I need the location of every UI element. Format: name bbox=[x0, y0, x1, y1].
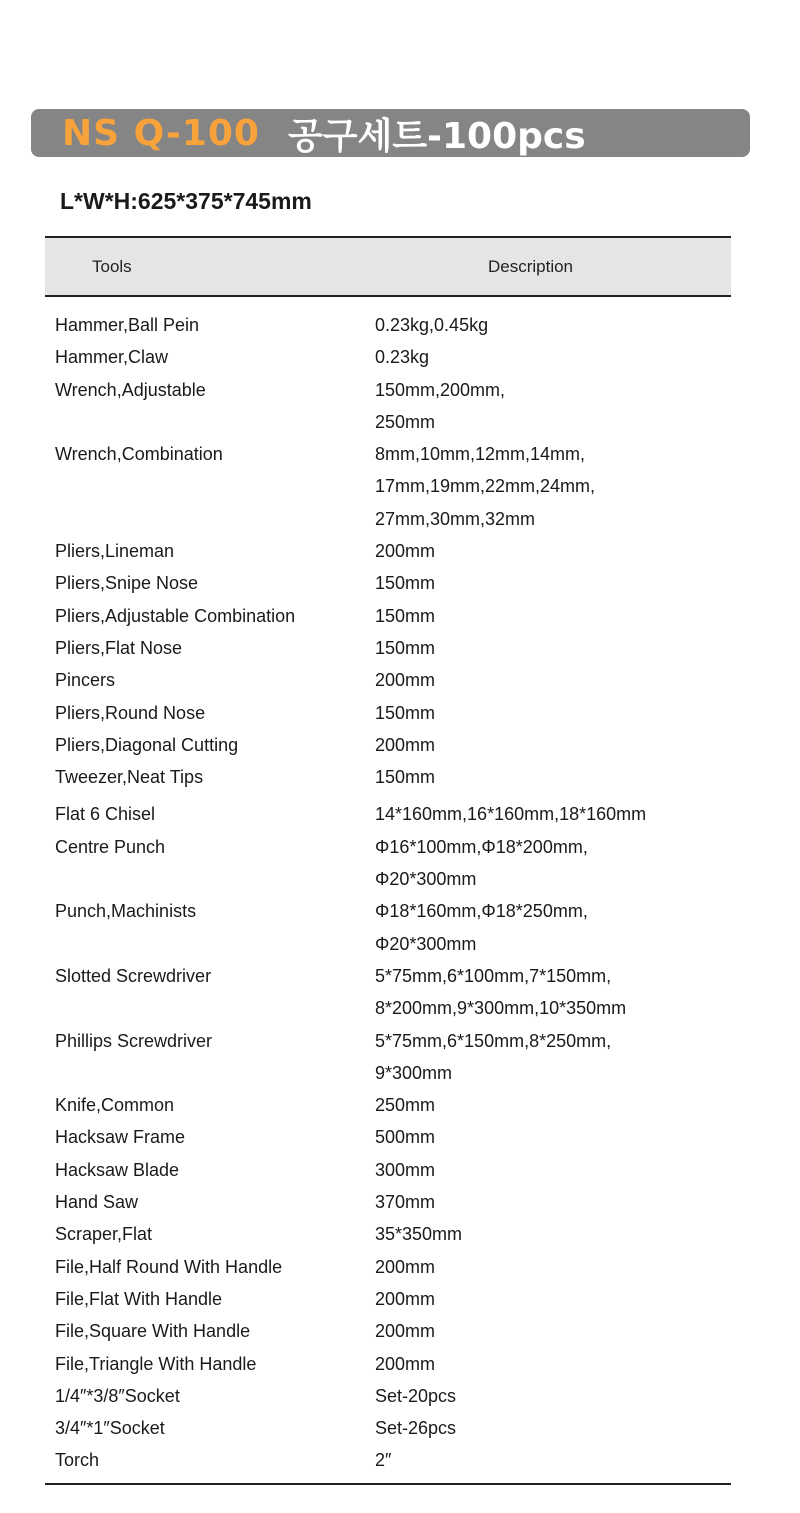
tool-name: Knife,Common bbox=[55, 1095, 175, 1116]
table-row bbox=[45, 1283, 731, 1315]
table-row bbox=[45, 697, 731, 729]
description-line: 300mm bbox=[375, 1159, 436, 1180]
table-row bbox=[45, 535, 731, 567]
description-line: Φ18*160mm,Φ18*250mm, bbox=[375, 901, 588, 922]
description-line: 8*200mm,9*300mm,10*350mm bbox=[375, 998, 627, 1019]
table-row bbox=[45, 729, 731, 761]
tool-description bbox=[365, 895, 731, 960]
table-row bbox=[45, 309, 731, 341]
description-line: 200mm bbox=[375, 541, 436, 562]
description-line: 5*75mm,6*150mm,8*250mm, bbox=[375, 1030, 612, 1051]
tool-name: File,Square With Handle bbox=[55, 1321, 251, 1342]
tool-description bbox=[365, 729, 731, 761]
tool-name: Wrench,Adjustable bbox=[55, 379, 206, 400]
tool-description bbox=[365, 1025, 731, 1090]
tool-name: Centre Punch bbox=[55, 836, 166, 857]
description-line: 150mm bbox=[375, 767, 436, 788]
description-line: Φ16*100mm,Φ18*200mm, bbox=[375, 836, 588, 857]
tool-name: Pliers,Adjustable Combination bbox=[55, 605, 296, 626]
table-row bbox=[45, 1315, 731, 1347]
product-name: 공구세트-100pcs bbox=[287, 115, 586, 157]
description-line: Φ20*300mm bbox=[375, 933, 477, 954]
column-header-tools: Tools bbox=[92, 256, 132, 276]
tool-name: 1/4″*3/8″Socket bbox=[55, 1385, 180, 1406]
tool-name: Punch,Machinists bbox=[55, 901, 197, 922]
tool-description bbox=[365, 567, 731, 599]
tool-name: Slotted Screwdriver bbox=[55, 965, 212, 986]
table-row bbox=[45, 1444, 731, 1476]
table-row bbox=[45, 341, 731, 373]
tool-description bbox=[365, 1251, 731, 1283]
tool-description bbox=[365, 600, 731, 632]
tool-description bbox=[365, 1412, 731, 1444]
tool-description bbox=[365, 1315, 731, 1347]
tool-name: Flat 6 Chisel bbox=[55, 804, 156, 825]
description-line: 9*300mm bbox=[375, 1062, 453, 1083]
table-row bbox=[45, 1218, 731, 1250]
description-line: 370mm bbox=[375, 1192, 436, 1213]
table-row bbox=[45, 798, 731, 830]
table-row bbox=[45, 1412, 731, 1444]
table-row bbox=[45, 1380, 731, 1412]
description-line: 17mm,19mm,22mm,24mm, bbox=[375, 476, 596, 497]
tool-name: File,Half Round With Handle bbox=[55, 1256, 283, 1277]
title-bar bbox=[31, 109, 750, 157]
table-row bbox=[45, 1348, 731, 1380]
description-line: 200mm bbox=[375, 670, 436, 691]
tool-name: Hand Saw bbox=[55, 1192, 139, 1213]
table-row bbox=[45, 1121, 731, 1153]
tool-name: Pliers,Snipe Nose bbox=[55, 573, 199, 594]
tool-description bbox=[365, 1121, 731, 1153]
table-bottom-rule bbox=[45, 1483, 731, 1485]
description-line: 200mm bbox=[375, 734, 436, 755]
tool-name: File,Flat With Handle bbox=[55, 1288, 223, 1309]
tool-description bbox=[365, 960, 731, 1025]
table-row bbox=[45, 567, 731, 599]
table-row bbox=[45, 895, 731, 960]
table-row bbox=[45, 374, 731, 439]
tool-name: Phillips Screwdriver bbox=[55, 1030, 213, 1051]
description-line: 14*160mm,16*160mm,18*160mm bbox=[375, 804, 647, 825]
table-row bbox=[45, 664, 731, 696]
tool-description bbox=[365, 1283, 731, 1315]
description-line: 27mm,30mm,32mm bbox=[375, 508, 536, 529]
tool-name: Hacksaw Frame bbox=[55, 1127, 186, 1148]
tool-description bbox=[365, 535, 731, 567]
tool-name: File,Triangle With Handle bbox=[55, 1353, 257, 1374]
description-line: 250mm bbox=[375, 411, 436, 432]
tool-description bbox=[365, 1444, 731, 1476]
tool-name: Pliers,Round Nose bbox=[55, 702, 206, 723]
table-row bbox=[45, 1025, 731, 1090]
tools-table bbox=[45, 236, 731, 1485]
description-line: 5*75mm,6*100mm,7*150mm, bbox=[375, 965, 612, 986]
tool-description bbox=[365, 1218, 731, 1250]
tool-description bbox=[365, 664, 731, 696]
tool-description bbox=[365, 632, 731, 664]
tool-description bbox=[365, 1380, 731, 1412]
tool-description bbox=[365, 1154, 731, 1186]
description-line: 35*350mm bbox=[375, 1224, 463, 1245]
description-line: 200mm bbox=[375, 1321, 436, 1342]
tool-description bbox=[365, 374, 731, 439]
tool-name: Pliers,Diagonal Cutting bbox=[55, 734, 239, 755]
description-line: 2″ bbox=[375, 1450, 392, 1471]
description-line: 200mm bbox=[375, 1353, 436, 1374]
tool-description bbox=[365, 438, 731, 535]
table-row bbox=[45, 831, 731, 896]
tool-description bbox=[365, 798, 731, 830]
tool-description bbox=[365, 1348, 731, 1380]
table-row bbox=[45, 1186, 731, 1218]
description-line: 150mm,200mm, bbox=[375, 379, 506, 400]
tool-description bbox=[365, 309, 731, 341]
tool-description bbox=[365, 1089, 731, 1121]
tool-name: Hammer,Claw bbox=[55, 347, 169, 368]
tool-name: 3/4″*1″Socket bbox=[55, 1418, 165, 1439]
tool-name: Tweezer,Neat Tips bbox=[55, 767, 204, 788]
tool-description bbox=[365, 1186, 731, 1218]
table-body bbox=[45, 297, 731, 1477]
table-row bbox=[45, 632, 731, 664]
description-line: 200mm bbox=[375, 1256, 436, 1277]
tool-description bbox=[365, 697, 731, 729]
tool-description bbox=[365, 761, 731, 793]
tool-name: Wrench,Combination bbox=[55, 444, 223, 465]
tool-name: Pliers,Lineman bbox=[55, 541, 175, 562]
table-row bbox=[45, 600, 731, 632]
description-line: Set-26pcs bbox=[375, 1418, 457, 1439]
table-header bbox=[45, 236, 731, 297]
description-line: 0.23kg,0.45kg bbox=[375, 315, 489, 335]
description-line: 0.23kg bbox=[375, 347, 430, 368]
tool-name: Pliers,Flat Nose bbox=[55, 637, 183, 658]
table-row bbox=[45, 1089, 731, 1121]
table-row bbox=[45, 438, 731, 535]
description-line: Φ20*300mm bbox=[375, 869, 477, 890]
description-line: 150mm bbox=[375, 605, 436, 626]
tool-name: Torch bbox=[55, 1450, 100, 1471]
model-number: NS Q-100 bbox=[62, 112, 260, 154]
description-line: 150mm bbox=[375, 637, 436, 658]
description-line: Set-20pcs bbox=[375, 1385, 457, 1406]
column-header-description: Description bbox=[487, 256, 574, 276]
description-line: 200mm bbox=[375, 1288, 436, 1309]
tool-description bbox=[365, 831, 731, 896]
table-row bbox=[45, 1154, 731, 1186]
dimensions-label: L*W*H:625*375*745mm bbox=[60, 188, 312, 214]
tool-description bbox=[365, 341, 731, 373]
description-line: 250mm bbox=[375, 1095, 436, 1116]
tool-name: Scraper,Flat bbox=[55, 1224, 153, 1245]
table-row bbox=[45, 761, 731, 793]
description-line: 500mm bbox=[375, 1127, 436, 1148]
description-line: 8mm,10mm,12mm,14mm, bbox=[375, 444, 586, 465]
tool-name: Pincers bbox=[55, 670, 116, 691]
table-row bbox=[45, 1251, 731, 1283]
description-line: 150mm bbox=[375, 702, 436, 723]
tool-name: Hacksaw Blade bbox=[55, 1159, 180, 1180]
description-line: 150mm bbox=[375, 573, 436, 594]
table-row bbox=[45, 960, 731, 1025]
tool-name: Hammer,Ball Pein bbox=[55, 315, 200, 335]
